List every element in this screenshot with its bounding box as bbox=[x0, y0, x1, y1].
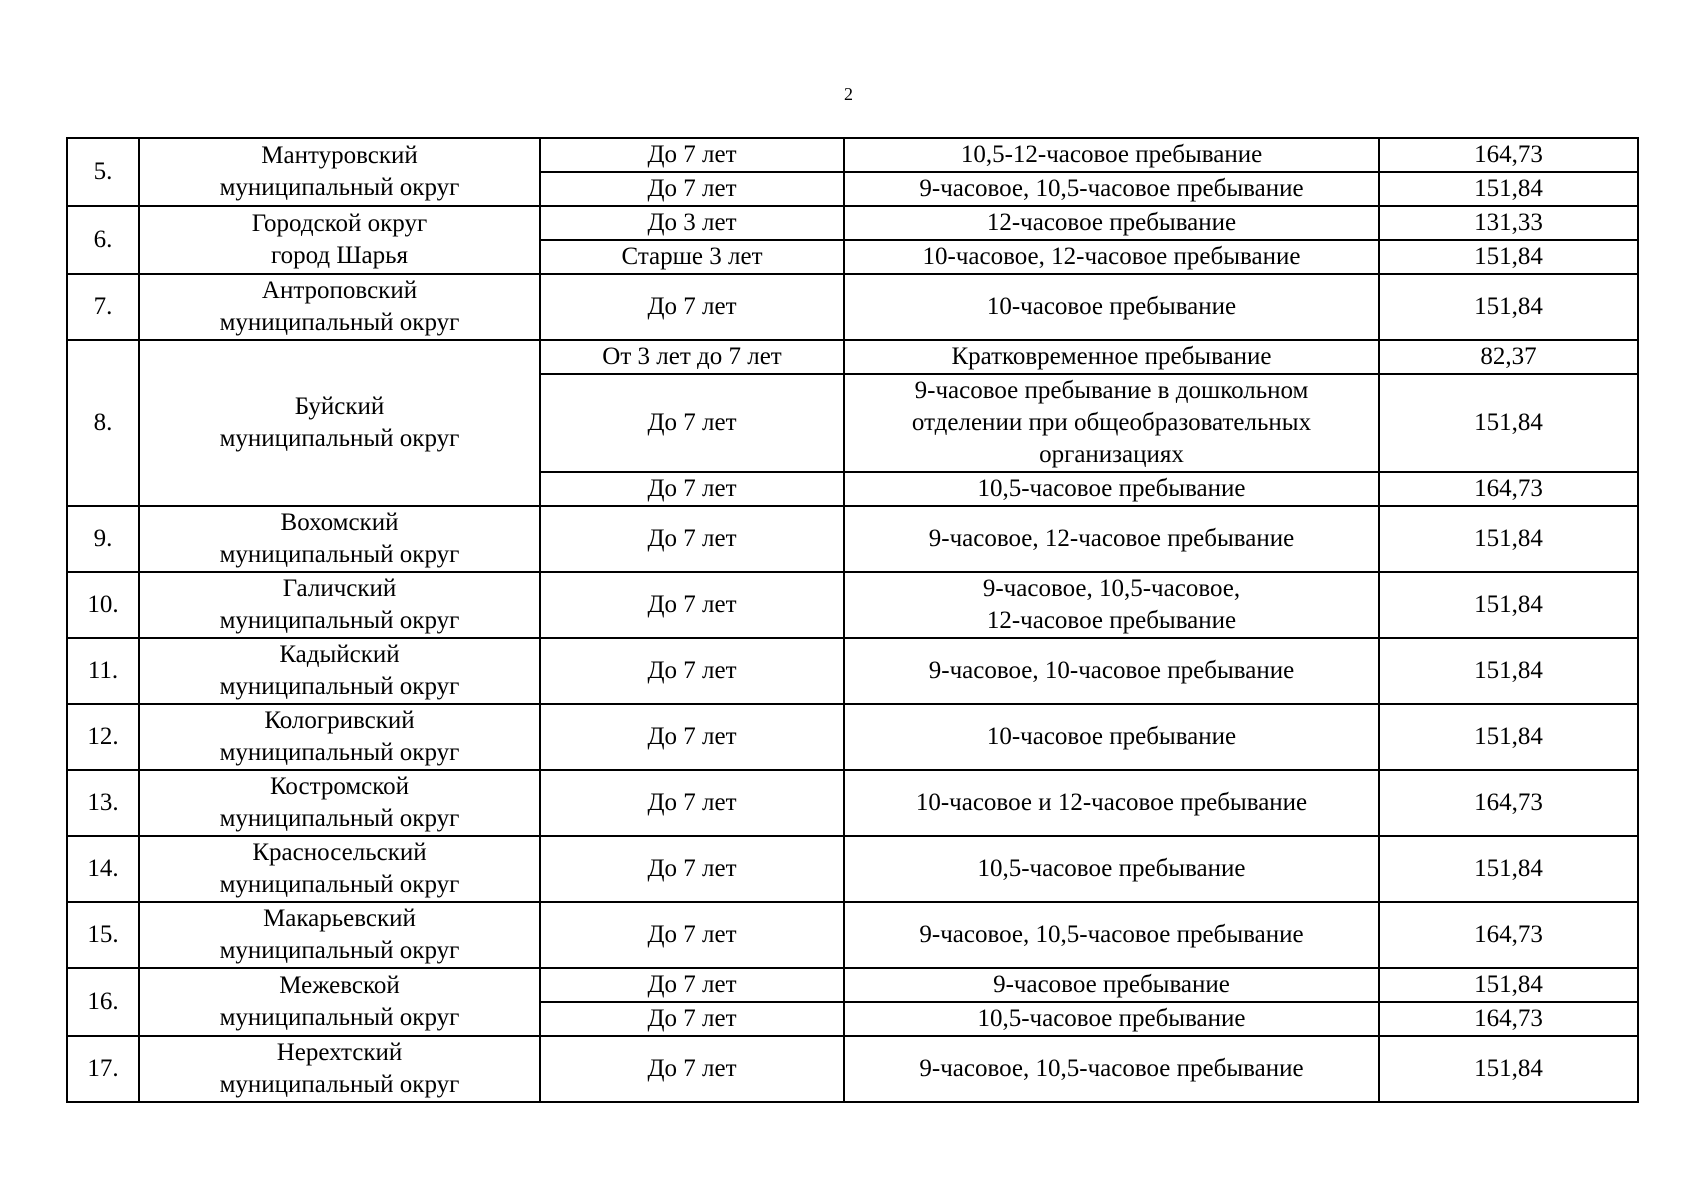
stay-mode-line: 10-часовое, 12-часовое пребывание bbox=[922, 243, 1301, 270]
stay-mode bbox=[844, 836, 1379, 902]
stay-mode bbox=[844, 206, 1379, 240]
district-name bbox=[139, 968, 540, 1036]
stay-mode bbox=[844, 138, 1379, 172]
stay-mode-line: 10-часовое пребывание bbox=[986, 293, 1237, 320]
stay-mode bbox=[844, 506, 1379, 572]
stay-mode-line: 9-часовое, 10-часовое пребывание bbox=[928, 657, 1295, 684]
stay-mode bbox=[844, 374, 1379, 472]
age-group: До 7 лет bbox=[540, 1036, 844, 1102]
district-name-line: муниципальный округ bbox=[219, 673, 460, 700]
stay-mode-line: 9-часовое, 10,5-часовое пребывание bbox=[919, 175, 1304, 202]
district-name-line: Межевской bbox=[279, 972, 400, 999]
tariff-value: 151,84 bbox=[1379, 274, 1638, 340]
table-row bbox=[67, 836, 1638, 902]
district-name-line: муниципальный округ bbox=[219, 739, 460, 766]
age-group: До 7 лет bbox=[540, 836, 844, 902]
stay-mode bbox=[844, 704, 1379, 770]
tariff-value: 164,73 bbox=[1379, 138, 1638, 172]
age-group: До 7 лет bbox=[540, 968, 844, 1002]
district-name-line: муниципальный округ bbox=[219, 541, 460, 568]
district-name-line: Кадыйский bbox=[279, 641, 400, 668]
tariff-value: 151,84 bbox=[1379, 1036, 1638, 1102]
district-name-line: Кологривский bbox=[264, 707, 415, 734]
stay-mode bbox=[844, 172, 1379, 206]
stay-mode-line: 9-часовое пребывание в дошкольном bbox=[914, 377, 1309, 404]
stay-mode bbox=[844, 968, 1379, 1002]
stay-mode-line: 12-часовое пребывание bbox=[986, 607, 1237, 634]
district-name-line: муниципальный округ bbox=[219, 805, 460, 832]
tariff-value: 151,84 bbox=[1379, 506, 1638, 572]
stay-mode-line: организациях bbox=[1039, 441, 1184, 468]
stay-mode-line: 10-часовое и 12-часовое пребывание bbox=[915, 789, 1308, 816]
stay-mode-line: 10,5-часовое пребывание bbox=[977, 1005, 1246, 1032]
tariff-value: 151,84 bbox=[1379, 638, 1638, 704]
stay-mode bbox=[844, 902, 1379, 968]
district-name-line: муниципальный округ bbox=[219, 174, 460, 201]
page-number: 2 bbox=[844, 84, 853, 104]
district-name-line: Антроповский bbox=[261, 277, 418, 304]
age-group: До 7 лет bbox=[540, 902, 844, 968]
district-name-line: Костромской bbox=[269, 773, 410, 800]
tariff-value: 151,84 bbox=[1379, 968, 1638, 1002]
row-number: 10. bbox=[67, 572, 139, 638]
district-name bbox=[139, 770, 540, 836]
age-group: От 3 лет до 7 лет bbox=[540, 340, 844, 374]
table-row bbox=[67, 968, 1638, 1002]
stay-mode bbox=[844, 274, 1379, 340]
row-number: 9. bbox=[67, 506, 139, 572]
stay-mode-line: 9-часовое, 10,5-часовое пребывание bbox=[919, 921, 1304, 948]
age-group: До 7 лет bbox=[540, 274, 844, 340]
district-name-line: муниципальный округ bbox=[219, 871, 460, 898]
district-name-line: муниципальный округ bbox=[219, 309, 460, 336]
table-row bbox=[67, 1036, 1638, 1102]
tariff-value: 164,73 bbox=[1379, 472, 1638, 506]
table-row bbox=[67, 704, 1638, 770]
tariff-value: 164,73 bbox=[1379, 770, 1638, 836]
age-group: До 7 лет bbox=[540, 172, 844, 206]
district-name-line: город Шарья bbox=[270, 242, 409, 269]
row-number: 15. bbox=[67, 902, 139, 968]
stay-mode-line: 9-часовое, 12-часовое пребывание bbox=[928, 525, 1295, 552]
row-number: 11. bbox=[67, 638, 139, 704]
stay-mode-line: 9-часовое, 10,5-часовое пребывание bbox=[919, 1055, 1304, 1082]
stay-mode bbox=[844, 1036, 1379, 1102]
age-group: До 7 лет bbox=[540, 770, 844, 836]
stay-mode bbox=[844, 638, 1379, 704]
row-number: 5. bbox=[67, 138, 139, 206]
stay-mode-line: Кратковременное пребывание bbox=[951, 343, 1272, 370]
stay-mode-line: отделении при общеобразовательных bbox=[911, 409, 1312, 436]
district-name-line: Галичский bbox=[282, 575, 397, 602]
stay-mode-line: 10,5-12-часовое пребывание bbox=[960, 141, 1263, 168]
stay-mode bbox=[844, 1002, 1379, 1036]
row-number: 13. bbox=[67, 770, 139, 836]
tariff-table-body bbox=[67, 138, 1638, 1102]
tariff-value: 151,84 bbox=[1379, 572, 1638, 638]
stay-mode bbox=[844, 770, 1379, 836]
district-name-line: Макарьевский bbox=[263, 905, 416, 932]
age-group: До 7 лет bbox=[540, 704, 844, 770]
tariff-table bbox=[66, 137, 1639, 1103]
district-name bbox=[139, 138, 540, 206]
district-name-line: Буйский bbox=[294, 393, 385, 420]
district-name-line: муниципальный округ bbox=[219, 425, 460, 452]
district-name bbox=[139, 206, 540, 274]
district-name bbox=[139, 506, 540, 572]
tariff-value: 151,84 bbox=[1379, 374, 1638, 472]
age-group: До 7 лет bbox=[540, 138, 844, 172]
stay-mode bbox=[844, 572, 1379, 638]
age-group: До 7 лет bbox=[540, 1002, 844, 1036]
table-row bbox=[67, 206, 1638, 240]
table-row bbox=[67, 638, 1638, 704]
tariff-value: 164,73 bbox=[1379, 1002, 1638, 1036]
district-name-line: муниципальный округ bbox=[219, 607, 460, 634]
age-group: До 7 лет bbox=[540, 374, 844, 472]
age-group: До 7 лет bbox=[540, 572, 844, 638]
table-row bbox=[67, 770, 1638, 836]
district-name bbox=[139, 572, 540, 638]
row-number: 14. bbox=[67, 836, 139, 902]
table-row bbox=[67, 572, 1638, 638]
row-number: 16. bbox=[67, 968, 139, 1036]
row-number: 7. bbox=[67, 274, 139, 340]
age-group: До 3 лет bbox=[540, 206, 844, 240]
age-group: До 7 лет bbox=[540, 506, 844, 572]
stay-mode-line: 10,5-часовое пребывание bbox=[977, 855, 1246, 882]
age-group: Старше 3 лет bbox=[540, 240, 844, 274]
table-row bbox=[67, 506, 1638, 572]
tariff-value: 151,84 bbox=[1379, 704, 1638, 770]
stay-mode bbox=[844, 340, 1379, 374]
table-row bbox=[67, 274, 1638, 340]
tariff-value: 151,84 bbox=[1379, 240, 1638, 274]
district-name bbox=[139, 836, 540, 902]
district-name bbox=[139, 902, 540, 968]
stay-mode bbox=[844, 240, 1379, 274]
district-name bbox=[139, 704, 540, 770]
row-number: 8. bbox=[67, 340, 139, 506]
district-name bbox=[139, 340, 540, 506]
district-name bbox=[139, 274, 540, 340]
district-name-line: Красносельский bbox=[252, 839, 427, 866]
district-name-line: муниципальный округ bbox=[219, 937, 460, 964]
stay-mode-line: 10-часовое пребывание bbox=[986, 723, 1237, 750]
row-number: 17. bbox=[67, 1036, 139, 1102]
table-row bbox=[67, 340, 1638, 374]
district-name-line: Нерехтский bbox=[276, 1039, 403, 1066]
district-name bbox=[139, 1036, 540, 1102]
district-name-line: муниципальный округ bbox=[219, 1004, 460, 1031]
row-number: 12. bbox=[67, 704, 139, 770]
tariff-value: 82,37 bbox=[1379, 340, 1638, 374]
age-group: До 7 лет bbox=[540, 638, 844, 704]
stay-mode bbox=[844, 472, 1379, 506]
stay-mode-line: 12-часовое пребывание bbox=[986, 209, 1237, 236]
tariff-value: 131,33 bbox=[1379, 206, 1638, 240]
table-row bbox=[67, 902, 1638, 968]
age-group: До 7 лет bbox=[540, 472, 844, 506]
stay-mode-line: 10,5-часовое пребывание bbox=[977, 475, 1246, 502]
stay-mode-line: 9-часовое пребывание bbox=[993, 971, 1230, 998]
district-name-line: Городской округ bbox=[251, 210, 428, 237]
stay-mode-line: 9-часовое, 10,5-часовое, bbox=[982, 575, 1241, 602]
district-name bbox=[139, 638, 540, 704]
tariff-value: 164,73 bbox=[1379, 902, 1638, 968]
row-number: 6. bbox=[67, 206, 139, 274]
tariff-value: 151,84 bbox=[1379, 836, 1638, 902]
district-name-line: Мантуровский bbox=[261, 142, 418, 169]
tariff-value: 151,84 bbox=[1379, 172, 1638, 206]
district-name-line: муниципальный округ bbox=[219, 1071, 460, 1098]
district-name-line: Вохомский bbox=[280, 509, 399, 536]
table-row bbox=[67, 138, 1638, 172]
